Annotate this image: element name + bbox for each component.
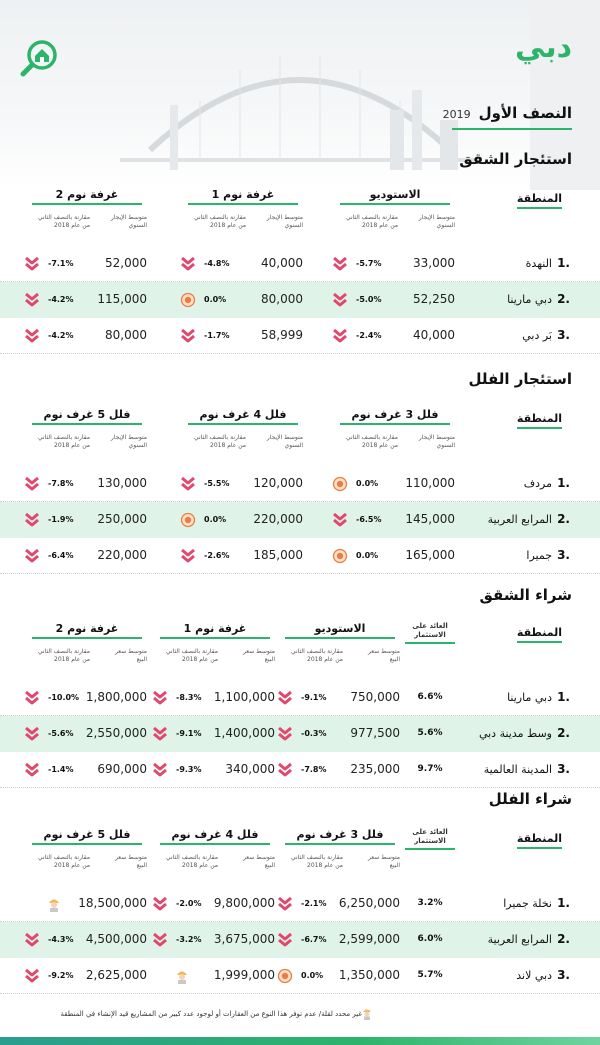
change-percent: -7.1%: [48, 259, 74, 268]
change-subheader: مقارنة بالنصف الثاني من عام 2018: [165, 648, 218, 663]
double-chevron-down-icon: [332, 512, 348, 528]
avg-price-value: 110,000: [405, 476, 455, 490]
avg-price-value: 6,250,000: [338, 896, 400, 910]
change-percent: -5.6%: [48, 729, 74, 738]
avg-price-value: 145,000: [405, 512, 455, 526]
change-percent: -10.0%: [48, 693, 80, 702]
group-header: فلل 4 غرف نوم: [188, 408, 298, 425]
data-table: [0, 620, 600, 788]
yield-value: 3.2%: [417, 898, 443, 908]
double-chevron-down-icon: [180, 476, 196, 492]
avg-subheader: متوسط سعر البيع: [243, 854, 275, 869]
avg-price-value: 52,250: [413, 292, 455, 306]
avg-price-value: 1,800,000: [85, 690, 147, 704]
avg-price-value: 235,000: [350, 762, 400, 776]
table-row: [0, 716, 600, 752]
avg-subheader: متوسط سعر البيع: [115, 854, 147, 869]
avg-subheader: متوسط سعر البيع: [368, 648, 400, 663]
avg-price-value: 750,000: [350, 690, 400, 704]
avg-subheader: متوسط الإيجار السنوي: [110, 214, 147, 229]
change-percent: -3.2%: [176, 935, 202, 944]
house-search-icon: [20, 38, 60, 78]
change-subheader: مقارنة بالنصف الثاني من عام 2018: [193, 434, 246, 449]
double-chevron-down-icon: [332, 328, 348, 344]
row-number: 2.: [557, 932, 570, 946]
row-number: 1.: [557, 476, 570, 490]
area-name: مردف: [523, 477, 552, 490]
change-percent: 0.0%: [356, 551, 379, 560]
area-name: جميرا: [526, 549, 552, 562]
change-percent: -8.3%: [176, 693, 202, 702]
table-header: [0, 186, 600, 246]
circle-stable-icon: [180, 292, 196, 308]
change-percent: -7.8%: [48, 479, 74, 488]
group-header: فلل 5 غرف نوم: [32, 828, 142, 845]
change-percent: -1.4%: [48, 765, 74, 774]
avg-price-value: 220,000: [253, 512, 303, 526]
group-header: 2 غرفة نوم: [32, 622, 142, 639]
row-number: 2.: [557, 726, 570, 740]
double-chevron-down-icon: [180, 256, 196, 272]
change-percent: -5.5%: [204, 479, 230, 488]
double-chevron-down-icon: [24, 762, 40, 778]
double-chevron-down-icon: [277, 762, 293, 778]
double-chevron-down-icon: [24, 328, 40, 344]
area-name: دبي مارينا: [507, 691, 552, 704]
city-title: دبي: [514, 30, 572, 65]
area-name: نخلة جميرا: [503, 897, 552, 910]
period-half: النصف الأول: [478, 104, 572, 122]
area-name: المرابع العربية: [487, 933, 552, 946]
area-name: دبي مارينا: [507, 293, 552, 306]
avg-price-value: 2,625,000: [85, 968, 147, 982]
area-name: النهدة: [525, 257, 552, 270]
group-header: 2 غرفة نوم: [32, 188, 142, 205]
avg-price-value: 1,350,000: [338, 968, 400, 982]
avg-price-value: 52,000: [105, 256, 147, 270]
row-number: 2.: [557, 292, 570, 306]
table-row: [0, 282, 600, 318]
double-chevron-down-icon: [24, 256, 40, 272]
change-percent: -5.0%: [356, 295, 382, 304]
area-column-header: المنطقة: [517, 626, 562, 643]
avg-price-value: 18,500,000: [78, 896, 147, 910]
area-name: المدينة العالمية: [483, 763, 552, 776]
section-title: شراء الفلل: [488, 790, 572, 808]
avg-price-value: 250,000: [97, 512, 147, 526]
area-column-header: المنطقة: [517, 192, 562, 209]
section-title: استئجار الشقق: [459, 150, 572, 168]
bottom-bar: [0, 1037, 600, 1045]
avg-subheader: متوسط الإيجار السنوي: [418, 434, 455, 449]
change-subheader: مقارنة بالنصف الثاني من عام 2018: [345, 214, 398, 229]
group-header: فلل 5 غرف نوم: [32, 408, 142, 425]
change-percent: -9.2%: [48, 971, 74, 980]
area-name: وسط مدينة دبي: [478, 727, 552, 740]
avg-price-value: 2,599,000: [338, 932, 400, 946]
double-chevron-down-icon: [277, 896, 293, 912]
row-number: 2.: [557, 512, 570, 526]
table-header: [0, 620, 600, 680]
change-percent: 0.0%: [301, 971, 324, 980]
double-chevron-down-icon: [24, 690, 40, 706]
change-percent: -6.7%: [301, 935, 327, 944]
change-percent: -2.1%: [301, 899, 327, 908]
avg-price-value: 58,999: [261, 328, 303, 342]
row-number: 3.: [557, 328, 570, 342]
table-row: [0, 752, 600, 788]
change-subheader: مقارنة بالنصف الثاني من عام 2018: [37, 434, 90, 449]
avg-price-value: 80,000: [261, 292, 303, 306]
group-header: فلل 3 غرف نوم: [285, 828, 395, 845]
double-chevron-down-icon: [152, 726, 168, 742]
double-chevron-down-icon: [180, 328, 196, 344]
yield-value: 9.7%: [417, 764, 443, 774]
row-number: 3.: [557, 762, 570, 776]
change-subheader: مقارنة بالنصف الثاني من عام 2018: [290, 854, 343, 869]
avg-subheader: متوسط الإيجار السنوي: [266, 214, 303, 229]
data-table: [0, 406, 600, 574]
double-chevron-down-icon: [277, 932, 293, 948]
change-percent: -9.1%: [301, 693, 327, 702]
data-table: [0, 186, 600, 354]
table-header: [0, 406, 600, 466]
change-subheader: مقارنة بالنصف الثاني من عام 2018: [193, 214, 246, 229]
double-chevron-down-icon: [277, 690, 293, 706]
avg-price-value: 1,100,000: [213, 690, 275, 704]
change-percent: 0.0%: [356, 479, 379, 488]
change-percent: -1.9%: [48, 515, 74, 524]
circle-stable-icon: [332, 548, 348, 564]
double-chevron-down-icon: [152, 690, 168, 706]
double-chevron-down-icon: [152, 762, 168, 778]
row-number: 1.: [557, 256, 570, 270]
double-chevron-down-icon: [24, 968, 40, 984]
table-row: [0, 502, 600, 538]
circle-stable-icon: [180, 512, 196, 528]
double-chevron-down-icon: [24, 548, 40, 564]
double-chevron-down-icon: [24, 292, 40, 308]
row-number: 3.: [557, 968, 570, 982]
change-percent: -0.3%: [301, 729, 327, 738]
group-header: 1 غرفة نوم: [188, 188, 298, 205]
table-header: [0, 826, 600, 886]
avg-price-value: 33,000: [413, 256, 455, 270]
section-title: شراء الشقق: [479, 586, 572, 604]
avg-subheader: متوسط سعر البيع: [243, 648, 275, 663]
period-label: [443, 104, 572, 122]
table-row: [0, 466, 600, 502]
group-header: الاستوديو: [285, 622, 395, 639]
change-percent: -7.8%: [301, 765, 327, 774]
yield-value: 5.6%: [417, 728, 443, 738]
table-row: [0, 958, 600, 994]
double-chevron-down-icon: [152, 896, 168, 912]
row-number: 3.: [557, 548, 570, 562]
avg-price-value: 115,000: [97, 292, 147, 306]
yield-value: 5.7%: [417, 970, 443, 980]
change-subheader: مقارنة بالنصف الثاني من عام 2018: [37, 648, 90, 663]
group-header: الاستوديو: [340, 188, 450, 205]
section-title: استئجار الفلل: [468, 370, 572, 388]
avg-subheader: متوسط الإيجار السنوي: [418, 214, 455, 229]
change-percent: -9.1%: [176, 729, 202, 738]
avg-price-value: 40,000: [261, 256, 303, 270]
double-chevron-down-icon: [332, 256, 348, 272]
change-percent: -6.5%: [356, 515, 382, 524]
double-chevron-down-icon: [24, 932, 40, 948]
change-subheader: مقارنة بالنصف الثاني من عام 2018: [165, 854, 218, 869]
avg-subheader: متوسط سعر البيع: [115, 648, 147, 663]
change-subheader: مقارنة بالنصف الثاني من عام 2018: [37, 214, 90, 229]
avg-price-value: 185,000: [253, 548, 303, 562]
change-percent: -4.2%: [48, 331, 74, 340]
circle-stable-icon: [332, 476, 348, 492]
change-subheader: مقارنة بالنصف الثاني من عام 2018: [290, 648, 343, 663]
worker-icon: [46, 896, 62, 912]
avg-price-value: 2,550,000: [85, 726, 147, 740]
double-chevron-down-icon: [24, 512, 40, 528]
table-row: [0, 922, 600, 958]
group-header: فلل 3 غرف نوم: [340, 408, 450, 425]
avg-price-value: 1,400,000: [213, 726, 275, 740]
table-row: [0, 538, 600, 574]
avg-subheader: متوسط سعر البيع: [368, 854, 400, 869]
footnote: غير محدد لقلة/ عدم توفر هذا النوع من العقارات أو لوجود عدد كبير من المشاريع قيد الإنشاء في المنطقة: [60, 1010, 362, 1018]
area-column-header: المنطقة: [517, 412, 562, 429]
double-chevron-down-icon: [277, 726, 293, 742]
group-header: فلل 4 غرف نوم: [160, 828, 270, 845]
change-percent: -6.4%: [48, 551, 74, 560]
change-percent: -4.2%: [48, 295, 74, 304]
change-percent: -2.4%: [356, 331, 382, 340]
worker-icon: [362, 1008, 372, 1020]
area-name: دبي لاند: [516, 969, 552, 982]
avg-price-value: 120,000: [253, 476, 303, 490]
avg-subheader: متوسط الإيجار السنوي: [110, 434, 147, 449]
area-column-header: المنطقة: [517, 832, 562, 849]
change-subheader: مقارنة بالنصف الثاني من عام 2018: [345, 434, 398, 449]
yield-column-header: العائد على الاستثمار: [405, 622, 455, 644]
change-percent: -2.6%: [204, 551, 230, 560]
avg-price-value: 4,500,000: [85, 932, 147, 946]
yield-column-header: العائد على الاستثمار: [405, 828, 455, 850]
avg-price-value: 220,000: [97, 548, 147, 562]
avg-price-value: 690,000: [97, 762, 147, 776]
change-percent: -1.7%: [204, 331, 230, 340]
double-chevron-down-icon: [24, 726, 40, 742]
table-row: [0, 318, 600, 354]
data-table: [0, 826, 600, 994]
double-chevron-down-icon: [332, 292, 348, 308]
table-row: [0, 246, 600, 282]
avg-price-value: 80,000: [105, 328, 147, 342]
double-chevron-down-icon: [24, 476, 40, 492]
avg-price-value: 130,000: [97, 476, 147, 490]
avg-price-value: 1,999,000: [213, 968, 275, 982]
row-number: 1.: [557, 690, 570, 704]
avg-price-value: 40,000: [413, 328, 455, 342]
circle-stable-icon: [277, 968, 293, 984]
avg-price-value: 977,500: [350, 726, 400, 740]
avg-subheader: متوسط الإيجار السنوي: [266, 434, 303, 449]
table-row: [0, 680, 600, 716]
double-chevron-down-icon: [180, 548, 196, 564]
avg-price-value: 3,675,000: [213, 932, 275, 946]
change-percent: -4.8%: [204, 259, 230, 268]
period-year: 2019: [442, 108, 471, 121]
table-row: [0, 886, 600, 922]
group-header: 1 غرفة نوم: [160, 622, 270, 639]
area-name: بَر دبي: [522, 329, 552, 342]
change-percent: 0.0%: [204, 295, 227, 304]
avg-price-value: 9,800,000: [213, 896, 275, 910]
change-subheader: مقارنة بالنصف الثاني من عام 2018: [37, 854, 90, 869]
change-percent: -5.7%: [356, 259, 382, 268]
avg-price-value: 165,000: [405, 548, 455, 562]
double-chevron-down-icon: [152, 932, 168, 948]
change-percent: -9.3%: [176, 765, 202, 774]
change-percent: 0.0%: [204, 515, 227, 524]
row-number: 1.: [557, 896, 570, 910]
worker-icon: [174, 968, 190, 984]
avg-price-value: 340,000: [225, 762, 275, 776]
change-percent: -4.3%: [48, 935, 74, 944]
yield-value: 6.6%: [417, 692, 443, 702]
area-name: المرابع العربية: [487, 513, 552, 526]
title-underline: [452, 128, 572, 130]
yield-value: 6.0%: [417, 934, 443, 944]
change-percent: -2.0%: [176, 899, 202, 908]
